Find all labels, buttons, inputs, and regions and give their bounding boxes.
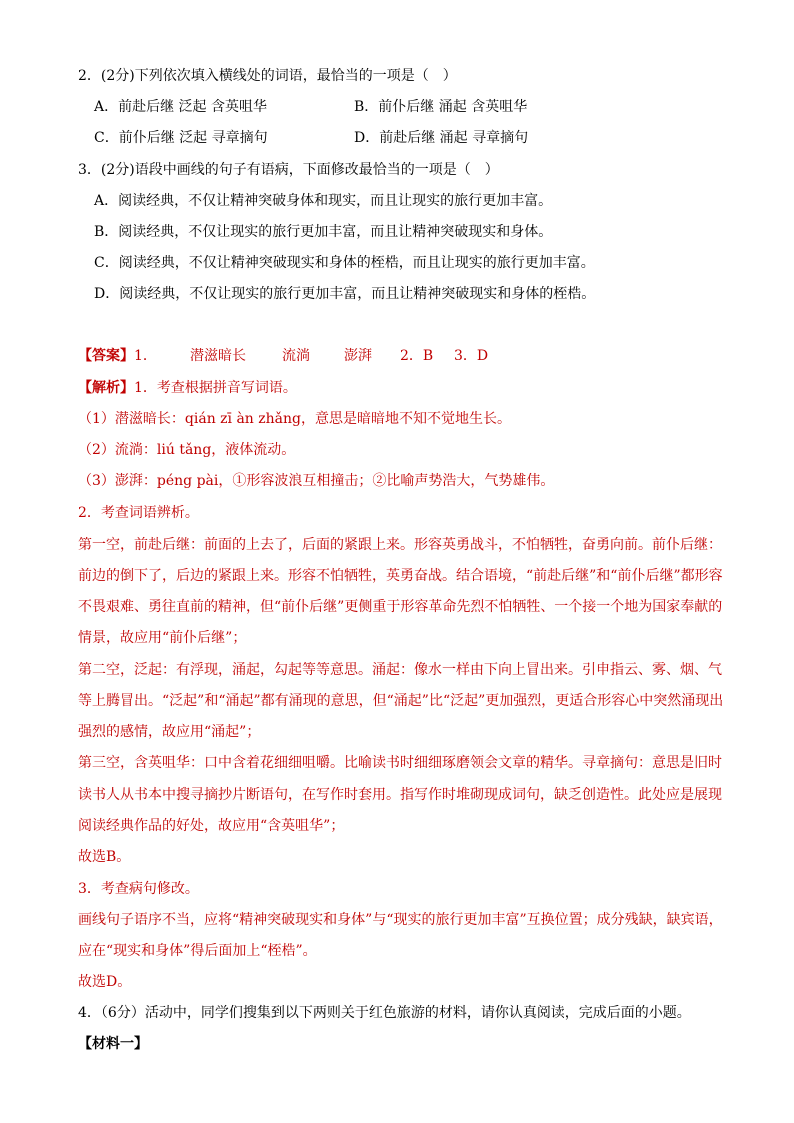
analysis-line: （2）流淌：liú tǎng，液体流动。	[78, 442, 296, 458]
analysis-line: （1）潜滋暗长：qián zī àn zhǎng，意思是暗暗地不知不觉地生长。	[78, 411, 511, 427]
analysis-line: 情景，故应用“前仆后继”；	[78, 630, 247, 646]
analysis-line: 阅读经典作品的好处，故应用“含英咀华”；	[78, 818, 345, 834]
analysis-line: （3）澎湃：péng pài，①形容波浪互相撞击；②比喻声势浩大，气势雄伟。	[78, 473, 555, 489]
analysis-line: 第二空，泛起：有浮现，涌起，勾起等等意思。涌起：像水一样由下向上冒出来。引申指云、雾、烟、气	[78, 662, 722, 678]
analysis-line: 第一空，前赴后继：前面的上去了，后面的紧跟上来。形容英勇战斗，不怕牺牲，奋勇向前。前仆后继：	[78, 537, 722, 553]
analysis-line: 2．考查词语辨析。	[78, 505, 199, 521]
analysis-line: 应在“现实和身体”得后面加上“桎梏”。	[78, 943, 317, 959]
question-2-option-c: C．前仆后继 泛起 寻章摘句	[94, 130, 268, 146]
analysis-line: 前边的倒下了，后边的紧跟上来。形容不怕牺牲，英勇奋战。结合语境，“前赴后继”和“前仆后继”都形容	[78, 568, 723, 584]
answer-item: 2．B	[400, 348, 434, 364]
answer-item: 1．	[134, 348, 157, 364]
answer-label: 【答案】	[78, 348, 134, 364]
analysis-line: 等上腾冒出。“泛起”和“涌起”都有涌现的意思，但“涌起”比“泛起”更加强烈，更适合形容心中突然涌现出	[78, 693, 724, 709]
answer-item: 潜滋暗长	[190, 348, 246, 364]
analysis-line: 故选D。	[78, 974, 132, 990]
question-3-option-b: B．阅读经典，不仅让现实的旅行更加丰富，而且让精神突破现实和身体。	[94, 224, 553, 240]
question-3-stem: 3．(2分)语段中画线的句子有语病，下面修改最恰当的一项是（ ）	[78, 162, 499, 178]
question-3-option-d: D．阅读经典，不仅让现实的旅行更加丰富，而且让精神突破现实和身体的桎梏。	[94, 286, 596, 302]
analysis-line: 故选B。	[78, 849, 131, 865]
analysis-header	[78, 378, 297, 398]
analysis-line: 强烈的感情，故应用“涌起”；	[78, 724, 261, 740]
analysis-line: 画线句子语序不当，应将“精神突破现实和身体”与“现实的旅行更加丰富”互换位置；成分残缺，缺宾语，	[78, 912, 723, 928]
answer-line	[78, 346, 488, 366]
question-2-option-a: A．前赴后继 泛起 含英咀华	[94, 99, 268, 115]
material-one-heading: 【材料一】	[78, 1036, 148, 1052]
question-3-option-c: C．阅读经典，不仅让精神突破现实和身体的桎梏，而且让现实的旅行更加丰富。	[94, 255, 595, 271]
answer-item: 3．D	[454, 348, 489, 364]
answer-item: 澎湃	[344, 348, 372, 364]
analysis-label: 【解析】	[78, 380, 134, 396]
answer-item: 流淌	[282, 348, 310, 364]
analysis-line: 第三空，含英咀华：口中含着花细细咀嚼。比喻读书时细细琢磨领会文章的精华。寻章摘句：意思是旧时	[78, 755, 722, 771]
question-3-option-a: A．阅读经典，不仅让精神突破身体和现实，而且让现实的旅行更加丰富。	[94, 193, 553, 209]
analysis-line: 不畏艰难、勇往直前的精神，但“前仆后继”更侧重于形容革命先烈不怕牺牲、一个接一个地为国家奉献的	[78, 599, 723, 615]
question-2-option-b: B．前仆后继 涌起 含英咀华	[354, 99, 528, 115]
question-4-stem: 4．（6分）活动中，同学们搜集到以下两则关于红色旅游的材料，请你认真阅读，完成后面的小题。	[78, 1005, 691, 1021]
question-2-option-d: D．前赴后继 涌起 寻章摘句	[354, 130, 529, 146]
analysis-line: 3．考查病句修改。	[78, 881, 199, 897]
analysis-line: 读书人从书本中搜寻摘抄片断语句，在写作时套用。指写作时堆砌现成词句，缺乏创造性。此处应是展现	[78, 787, 722, 803]
analysis-line: 1．考查根据拼音写词语。	[134, 380, 297, 396]
question-2-stem: 2．(2分)下列依次填入横线处的词语，最恰当的一项是（ ）	[78, 68, 457, 84]
